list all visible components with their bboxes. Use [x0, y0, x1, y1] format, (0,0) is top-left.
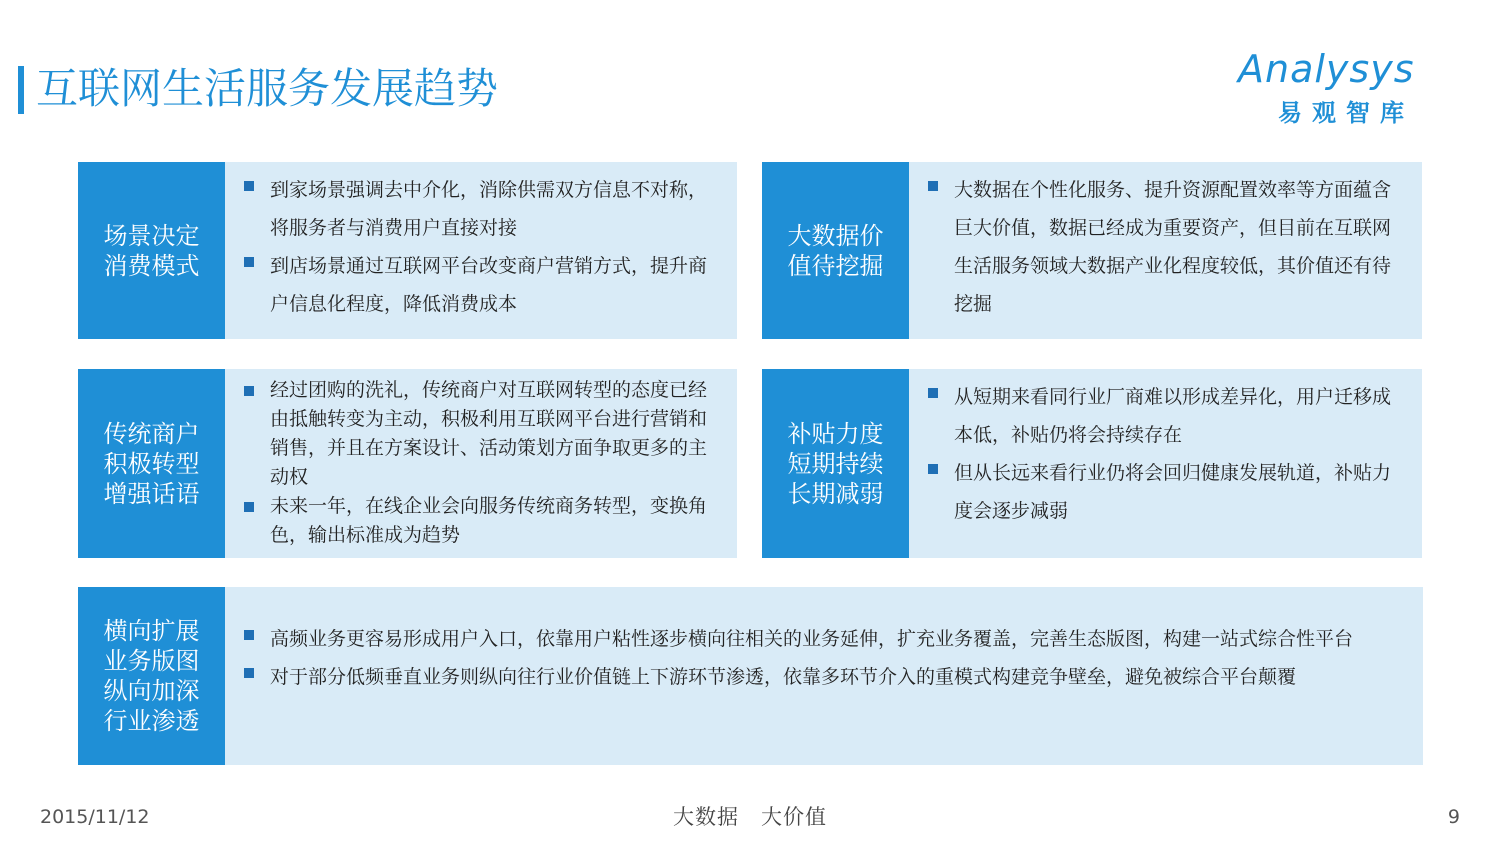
- bullet-list: [926, 378, 1404, 530]
- bullet-item: 到店场景通过互联网平台改变商户营销方式，提升商户信息化程度，降低消费成本: [242, 247, 719, 323]
- card-label-box: [762, 369, 909, 558]
- trend-card-scenario: [78, 162, 737, 339]
- page-title: 互联网生活服务发展趋势: [36, 64, 499, 113]
- logo-text-cn: 易观智库: [1278, 99, 1414, 127]
- title-accent-bar: [18, 66, 24, 114]
- bullet-item: 但从长远来看行业仍将会回归健康发展轨道，补贴力度会逐步减弱: [926, 454, 1404, 530]
- card-label: 补贴力度短期持续长期减弱: [787, 419, 884, 508]
- bullet-item: 经过团购的洗礼，传统商户对互联网转型的态度已经由抵触转变为主动，积极利用互联网平台进行营销和销售，并且在方案设计、活动策划方面争取更多的主动权: [242, 376, 719, 492]
- card-body: [225, 369, 737, 558]
- card-label-box: [78, 369, 225, 558]
- bullet-list: [242, 376, 719, 550]
- bullet-item: 对于部分低频垂直业务则纵向往行业价值链上下游环节渗透，依靠多环节介入的重模式构建竞争壁垒，避免被综合平台颠覆: [242, 658, 1405, 696]
- bullet-item: 未来一年，在线企业会向服务传统商务转型，变换角色，输出标准成为趋势: [242, 492, 719, 550]
- footer-date: 2015/11/12: [40, 806, 150, 828]
- card-label-box: [78, 162, 225, 339]
- trend-card-bigdata: [762, 162, 1422, 339]
- bullet-item: 从短期来看同行业厂商难以形成差异化，用户迁移成本低，补贴仍将会持续存在: [926, 378, 1404, 454]
- card-body: [909, 369, 1422, 558]
- bullet-item: 到家场景强调去中介化，消除供需双方信息不对称，将服务者与消费用户直接对接: [242, 171, 719, 247]
- footer-slogan: 大数据 大价值: [673, 805, 827, 829]
- card-label: 横向扩展业务版图纵向加深行业渗透: [103, 617, 200, 735]
- card-body: [225, 587, 1423, 765]
- bullet-item: 大数据在个性化服务、提升资源配置效率等方面蕴含巨大价值，数据已经成为重要资产，但目前在互联网生活服务领域大数据产业化程度较低，其价值还有待挖掘: [926, 171, 1404, 323]
- page-number: 9: [1447, 806, 1460, 828]
- logo-text-en: Analysys: [1238, 47, 1415, 91]
- card-label: 大数据价值待挖掘: [787, 221, 884, 280]
- bullet-list: [242, 620, 1405, 696]
- bullet-list: [242, 171, 719, 323]
- card-label-box: [762, 162, 909, 339]
- card-label: 传统商户积极转型增强话语: [103, 419, 200, 508]
- bullet-item: 高频业务更容易形成用户入口，依靠用户粘性逐步横向往相关的业务延伸，扩充业务覆盖，完善生态版图，构建一站式综合性平台: [242, 620, 1405, 658]
- card-body: [225, 162, 737, 339]
- trend-card-traditional-merchants: [78, 369, 737, 558]
- trend-card-expansion: [78, 587, 1423, 765]
- trend-card-subsidy: [762, 369, 1422, 558]
- card-body: [909, 162, 1422, 339]
- bullet-list: [926, 171, 1404, 323]
- card-label: 场景决定消费模式: [103, 221, 200, 280]
- analysys-logo: [1238, 40, 1458, 132]
- card-label-box: [78, 587, 225, 765]
